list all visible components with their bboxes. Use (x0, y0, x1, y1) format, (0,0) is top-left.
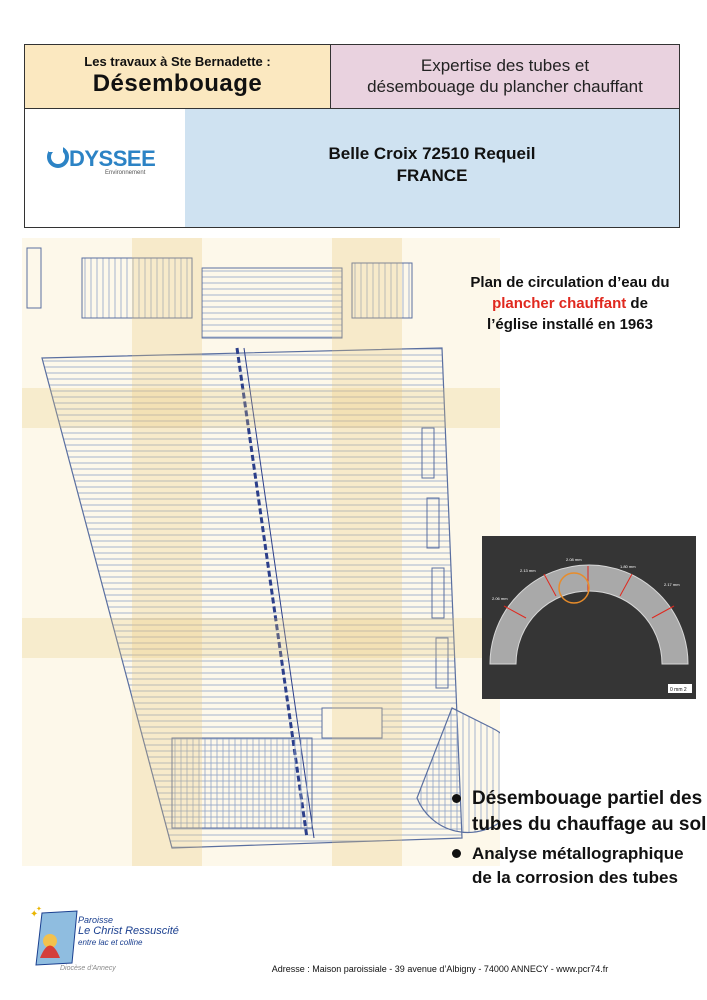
bullet-dot-icon (452, 849, 461, 858)
footer-address: Adresse : Maison paroissiale - 39 avenue d’Albigny - 74000 ANNECY - www.pcr74.fr (271, 964, 609, 974)
location-line2: FRANCE (396, 166, 468, 185)
header-topic-line2: désembouage du plancher chauffant (367, 77, 643, 96)
parish-tagline: entre lac et colline (78, 938, 143, 947)
measure-label-2: 2.13 mm (520, 568, 536, 573)
bullet-text-2: Analyse métallographique de la corrosion des tubes (472, 844, 684, 887)
logo-ring-gap (49, 144, 63, 152)
logo-cell (25, 109, 185, 227)
header-left-cell (25, 45, 331, 109)
header-title: Désembouage (92, 70, 263, 97)
header-table (24, 44, 680, 228)
parish-logo-icon (22, 903, 82, 968)
svg-text:✦: ✦ (36, 906, 42, 913)
measure-label-1: 2.06 mm (492, 596, 508, 601)
heating-floor-plan (22, 238, 500, 866)
measure-label-3: 2.08 mm (566, 557, 582, 562)
diocese-label: Diocèse d'Annecy (60, 965, 116, 972)
logo-brand: DYSSEE (69, 146, 156, 171)
caption-part1: Plan de circulation d’eau du (470, 274, 670, 291)
location-cell (185, 109, 679, 227)
header-subtitle: Les travaux à Ste Bernadette : (84, 54, 271, 69)
list-item (452, 786, 707, 838)
plan-caption (470, 272, 670, 335)
location-line1: Belle Croix 72510 Requeil (328, 144, 536, 163)
measure-label-5: 2.17 mm (664, 582, 680, 587)
bullet-dot-icon (452, 794, 461, 803)
photo-scale-bar: 0 mm 2 (670, 687, 687, 693)
bullet-text-1: Désembouage partiel des tubes du chauffage au sol (472, 788, 707, 835)
caption-highlight: plancher chauffant (492, 295, 627, 312)
bullet-list (452, 786, 707, 890)
parish-name: Le Christ Ressuscité (78, 925, 179, 937)
caption-part2: de l’église installé en 1963 (487, 295, 653, 333)
svg-text:✦: ✦ (30, 909, 39, 920)
list-item (452, 842, 707, 890)
measure-label-4: 1.80 mm (620, 564, 636, 569)
logo-subtitle: Environnement (105, 170, 146, 176)
parish-label: Paroisse (78, 915, 114, 925)
header-right-cell (331, 45, 679, 109)
tube-cross-section-photo (482, 536, 696, 699)
header-topic-line1: Expertise des tubes et (420, 56, 590, 75)
